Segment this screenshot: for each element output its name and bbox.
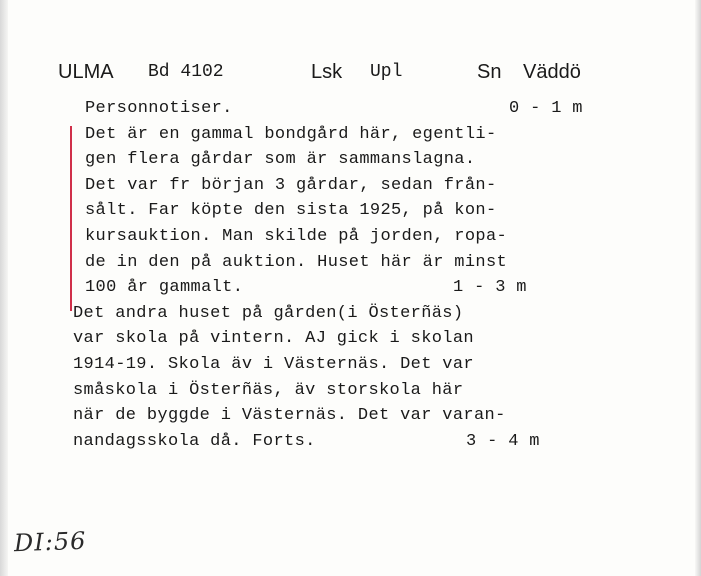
text-line: de in den på auktion. Huset här är minst: [85, 252, 508, 272]
card-body-text: [73, 96, 645, 454]
text-line: Det var fr början 3 gårdar, sedan från-: [85, 175, 497, 195]
text-line: nandagsskola då. Forts. 3 - 4 m: [73, 429, 645, 455]
lsk-value: Upl: [370, 62, 403, 82]
text-line: sålt. Far köpte den sista 1925, på kon-: [85, 201, 497, 221]
handwritten-catalog-note: DI:56: [13, 526, 87, 558]
text-line: var skola på vintern. AJ gick i skolan: [73, 329, 474, 349]
sn-label: Sn: [477, 61, 502, 83]
text-line: kursauktion. Man skilde på jorden, ropa-: [85, 226, 508, 246]
text-line: Det är en gammal bondgård här, egentli-: [85, 124, 497, 144]
archive-code: Bd 4102: [148, 62, 224, 82]
text-line: gen flera gårdar som är sammanslagna.: [85, 150, 476, 170]
sn-value: Väddö: [523, 61, 581, 83]
text-line: 100 år gammalt. 1 - 3 m: [85, 275, 645, 301]
text-line: 1914-19. Skola äv i Västernäs. Det var: [73, 354, 474, 374]
text-line: småskola i Österñäs, äv storskola här: [73, 380, 464, 400]
lsk-label: Lsk: [311, 61, 343, 83]
text-line: Personnotiser. 0 - 1 m: [85, 96, 645, 122]
time-reference: 0 - 1 m: [509, 99, 583, 118]
time-reference: 3 - 4 m: [466, 431, 540, 451]
margin-marker: [70, 126, 72, 311]
archive-name: ULMA: [58, 61, 114, 83]
time-reference: 1 - 3 m: [453, 278, 527, 298]
text-line: Det andra huset på gården(i Österñäs): [73, 303, 464, 323]
text-line: när de byggde i Västernäs. Det var varan-: [73, 406, 506, 426]
card-header: [0, 58, 701, 88]
